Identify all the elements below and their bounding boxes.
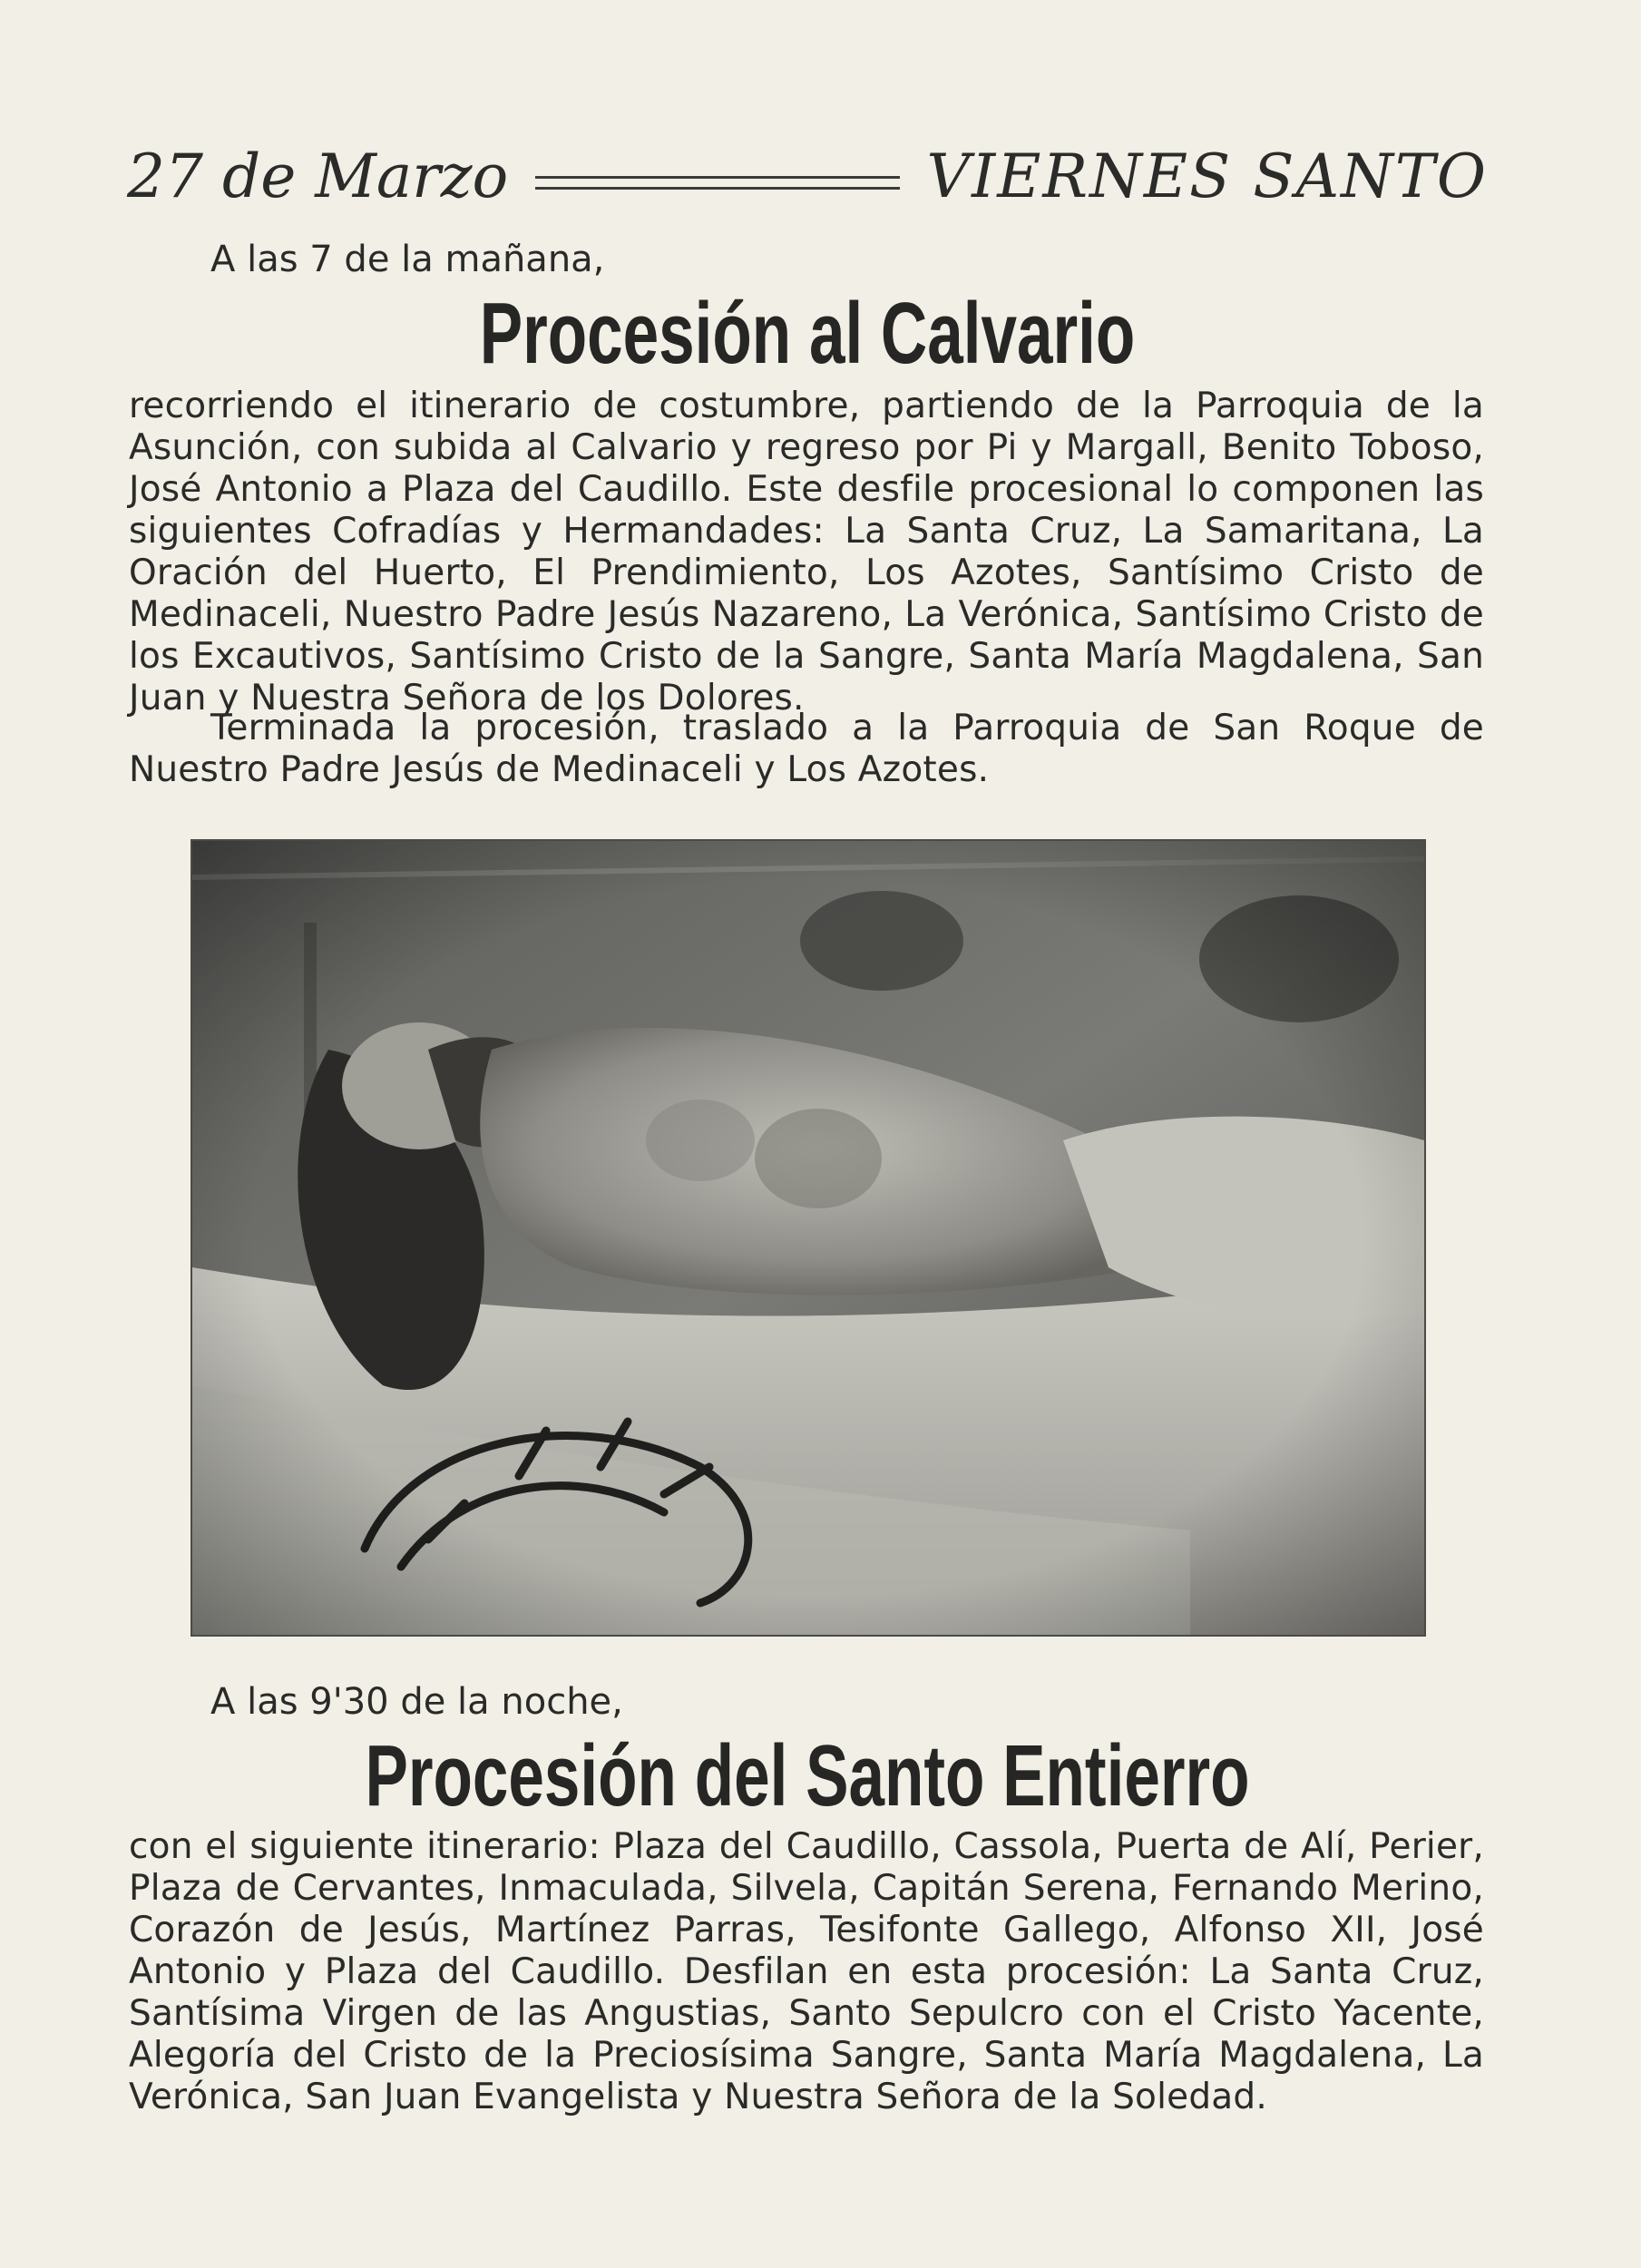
event2-description [129, 1826, 1484, 2118]
event1-title: Procesión al Calvario [479, 285, 1136, 382]
page-header [127, 136, 1488, 218]
event1-description-text: recorriendo el itinerario de costumbre, partiendo de la Parroquia de la Asunción, con subida al Calvario y regreso por Pi y Margall, Benito Toboso, José Antonio a Plaza del Caudillo. Este desfile procesional lo componen las siguientes Cofradías y Hermandades: La Santa Cruz, La Samaritana, La Oración del Huerto, El Prendimiento, Los Azotes, Santísimo Cristo de Medinaceli, Nuestro Padre Jesús Nazareno, La Verónica, Santísimo Cristo de los Excautivos, Santísimo Cristo de la Sangre, Santa María Magdalena, San Juan y Nuestra Señora de los Dolores. [129, 386, 1484, 719]
event2-time: A las 9'30 de la noche, [210, 1681, 623, 1723]
event2-title: Procesión del Santo Entierro [365, 1727, 1250, 1824]
reclining-christ-photo [190, 839, 1426, 1637]
header-title: VIERNES SANTO [926, 142, 1488, 211]
event1-description [129, 386, 1484, 719]
header-double-rule [535, 176, 899, 190]
event1-note [129, 708, 1484, 791]
event1-time: A las 7 de la mañana, [210, 239, 605, 280]
photo-illustration [192, 841, 1424, 1635]
event1-note-text: Terminada la procesión, traslado a la Parroquia de San Roque de Nuestro Padre Jesús de Medinaceli y Los Azotes. [129, 708, 1484, 790]
event2-description-text: con el siguiente itinerario: Plaza del Caudillo, Cassola, Puerta de Alí, Perier, Plaza de Cervantes, Inmaculada, Silvela, Capitán Serena, Fernando Merino, Corazón de Jesús, Martínez Parras, Tesifonte Gallego, Alfonso XII, José Antonio y Plaza del Caudillo. Desfilan en esta procesión: La Santa Cruz, Santísima Virgen de las Angustias, Santo Sepulcro con el Cristo Yacente, Alegoría del Cristo de la Preciosísima Sangre, Santa María Magdalena, La Verónica, San Juan Evangelista y Nuestra Señora de la Soledad. [129, 1826, 1484, 2117]
header-date: 27 de Marzo [127, 142, 509, 211]
